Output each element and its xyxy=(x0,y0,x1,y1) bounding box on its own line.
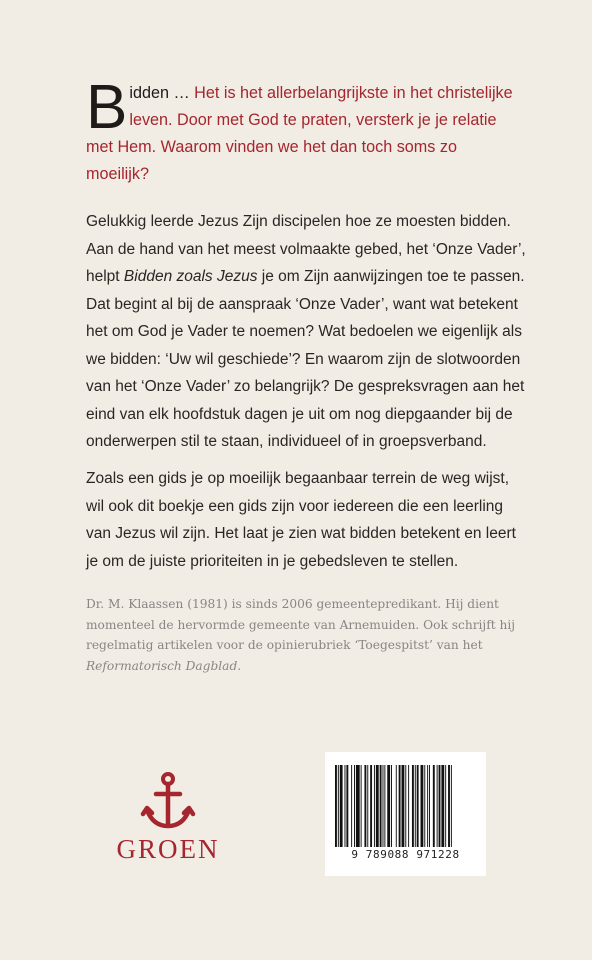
barcode-bar xyxy=(384,765,385,847)
barcode-bar xyxy=(338,765,339,847)
barcode xyxy=(325,752,486,876)
paragraph1-part2: je om Zijn aanwijzingen toe te passen. Dat begint al bij de aanspraak ‘Onze Vader’, want wat betekent het om God je Vader te noemen? Wat bedoelen we eigenlijk als we bidden: ‘Uw wil geschiede’? En waarom zijn de slotwoorden van het ‘Onze Vader’ zo belangrijk? De gespreksvragen aan het eind van elk hoofdstuk dagen je uit om nog diepgaander bij de onderwerpen stil te staan, individueel of in groepsverband. xyxy=(86,268,525,450)
paragraph1-part1: Gelukkig leerde Jezus Zijn discipelen hoe ze moesten bidden. Aan de hand van het meest volmaakte gebed, het ‘Onze Vader’, helpt xyxy=(86,213,526,285)
paragraph2-text: Zoals een gids je op moeilijk begaanbaar terrein de weg wijst, wil ook dit boekje een gids zijn voor iedereen die een leerling van Jezus wil zijn. Het laat je zien wat bidden betekent en leert je om de juiste prioriteiten in je gebedsleven te stellen. xyxy=(86,470,516,570)
anchor-icon xyxy=(106,770,230,832)
barcode-bar xyxy=(429,765,430,847)
description-paragraph-1 xyxy=(86,208,528,456)
barcode-bar xyxy=(335,765,337,847)
intro-lead: idden … xyxy=(129,84,195,102)
barcode-bar xyxy=(408,765,409,847)
publisher-logo xyxy=(106,770,230,865)
barcode-bar xyxy=(399,765,401,847)
barcode-bar xyxy=(361,765,362,847)
barcode-bar xyxy=(417,765,419,847)
barcode-bar xyxy=(354,765,355,847)
publisher-name: GROEN xyxy=(116,834,220,864)
intro-paragraph xyxy=(86,73,522,188)
barcode-bar xyxy=(445,765,446,847)
barcode-bar xyxy=(451,765,452,847)
bio-end: . xyxy=(237,658,242,673)
barcode-bar xyxy=(356,765,360,847)
barcode-bar xyxy=(433,765,435,847)
barcode-bar xyxy=(345,765,346,847)
barcode-bar xyxy=(340,765,343,847)
barcode-bar xyxy=(437,765,438,847)
author-bio xyxy=(86,594,526,676)
barcode-bars xyxy=(335,765,476,847)
barcode-bar xyxy=(387,765,390,847)
barcode-bar xyxy=(415,765,416,847)
barcode-bar xyxy=(346,765,348,847)
intro-text: Het is het allerbelangrijkste in het christelijke leven. Door met God te praten, versterk je je relatie met Hem. Waarom vinden we het dan toch soms zo moeilijk? xyxy=(86,84,513,183)
barcode-bar xyxy=(374,765,375,847)
barcode-bar xyxy=(351,765,352,847)
publication-italic: Reformatorisch Dagblad xyxy=(86,658,238,673)
barcode-bar xyxy=(439,765,441,847)
barcode-bar xyxy=(367,765,368,847)
drop-cap: B xyxy=(86,73,128,142)
barcode-bar xyxy=(396,765,397,847)
barcode-bar xyxy=(380,765,382,847)
barcode-bar xyxy=(412,765,414,847)
barcode-bar xyxy=(427,765,428,847)
barcode-bar xyxy=(376,765,379,847)
description-paragraph-2 xyxy=(86,465,528,575)
barcode-digits: 9 789088 971228 xyxy=(351,848,460,861)
barcode-bar xyxy=(391,765,392,847)
barcode-bar xyxy=(383,765,384,847)
barcode-bar xyxy=(402,765,405,847)
barcode-bar xyxy=(448,765,450,847)
barcode-bar xyxy=(424,765,425,847)
barcode-bar xyxy=(405,765,406,847)
bio-text: Dr. M. Klaassen (1981) is sinds 2006 gemeentepredikant. Hij dient momenteel de hervormde gemeente van Arnemuiden. Ook schrijft hij regelmatig artikelen voor de opinierubriek ‘Toegespitst’ van het xyxy=(86,597,516,652)
book-title-italic: Bidden zoals Jezus xyxy=(123,268,258,285)
barcode-bar xyxy=(421,765,424,847)
barcode-bar xyxy=(441,765,444,847)
barcode-bar xyxy=(370,765,372,847)
barcode-bar xyxy=(364,765,366,847)
